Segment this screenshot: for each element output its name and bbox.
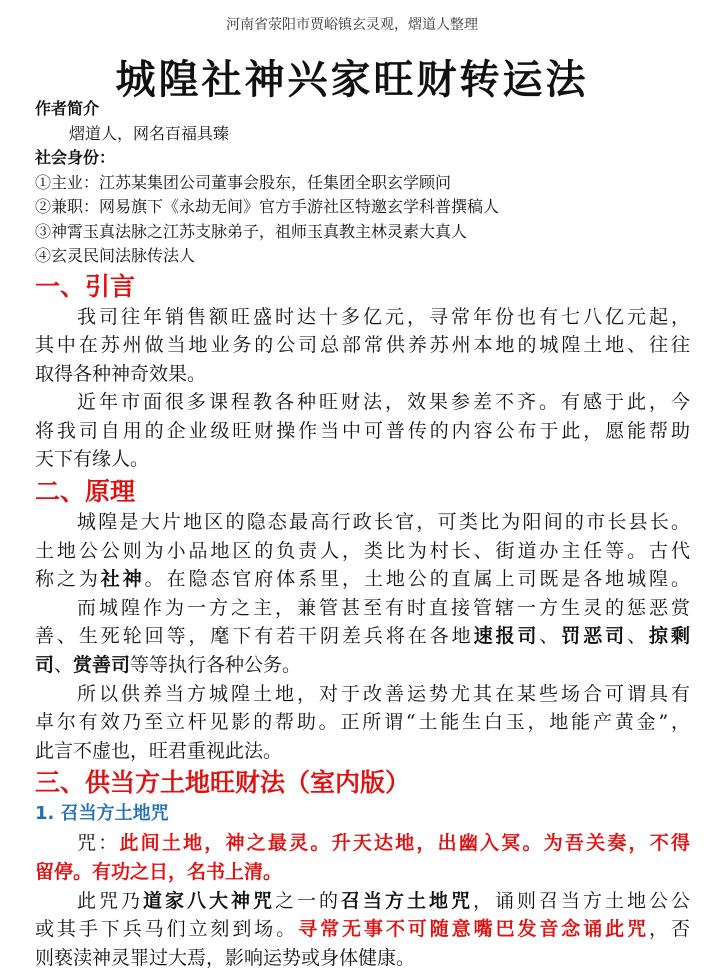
text-segment: 此咒乃	[77, 889, 143, 912]
text-line	[35, 594, 690, 623]
text-segment: 天下有缘人。	[35, 448, 150, 471]
highlighted-text: 此间土地，神之最灵。升天达地，出幽入冥。为吾关奏，不得	[119, 832, 690, 855]
text-segment: 此言不虚也，旺君重视此法。	[35, 739, 283, 762]
text-segment: 我司往年销售额旺盛时达十多亿元，寻常年份也有七八亿元起，	[77, 305, 690, 328]
section-heading: 三、供当方土地旺财法（室内版）	[35, 768, 411, 798]
bold-text: 社神	[100, 568, 145, 591]
text-line	[35, 508, 690, 537]
author-heading: 作者简介	[35, 99, 100, 118]
subsection-heading: 1. 召当方土地咒	[35, 803, 169, 825]
text-line	[35, 417, 690, 446]
text-segment: 等等执行各种公务。	[130, 654, 302, 677]
text-line	[35, 915, 690, 944]
identity-item: ①主业：江苏某集团公司董事会股东，任集团全职玄学顾问	[35, 172, 452, 192]
text-line	[35, 680, 690, 709]
bold-text: 赏善司	[73, 654, 131, 677]
text-segment: 。在隐态官府体系里，土地公的直属上司既是各地城隍。	[144, 568, 690, 591]
text-segment: 所以供养当方城隍土地，对于改善运势尤其在某些场合可谓具有	[77, 682, 690, 705]
bold-text: 掠剩	[649, 625, 690, 648]
text-segment: 称之为	[35, 568, 101, 591]
text-line	[35, 331, 690, 360]
text-segment: 取得各种神奇效果。	[35, 362, 207, 385]
text-line	[35, 303, 690, 332]
bold-text: 司	[35, 654, 55, 677]
text-segment: 善、生死轮回等，麾下有若干阴差兵将在各地	[35, 625, 474, 648]
section-heading: 一、引言	[35, 271, 136, 301]
text-line	[35, 537, 690, 566]
text-segment: 或其手下兵马们立刻到场。	[35, 918, 299, 941]
identity-heading: 社会身份：	[35, 148, 116, 167]
bold-text: 道家八大神咒	[143, 889, 275, 912]
text-line	[35, 858, 690, 887]
text-segment: 、	[54, 654, 74, 677]
text-segment: 城隍是大片地区的隐态最高行政长官，可类比为阳间的市长县长。	[77, 511, 690, 534]
text-line	[35, 651, 690, 680]
document-title: 城隍社神兴家旺财转运法	[115, 57, 589, 103]
text-line	[35, 737, 690, 766]
text-line	[35, 565, 690, 594]
document-body	[35, 97, 690, 972]
text-line	[35, 887, 690, 916]
text-segment: 土地公公则为小品地区的负责人，类比为村长、街道办主任等。古代	[35, 539, 690, 562]
text-segment: ，否	[649, 918, 690, 941]
highlighted-text: 留停。有功之日，名书上清。	[35, 861, 283, 883]
text-line	[35, 829, 690, 858]
bold-text: 速报司	[473, 625, 540, 648]
section-heading: 二、原理	[35, 477, 136, 507]
text-line	[35, 622, 690, 651]
text-segment: 其中在苏州做当地业务的公司总部常供养苏州本地的城隍土地、往往	[35, 334, 690, 357]
identity-item: ③神霄玉真法脉之江苏支脉弟子，祖师玉真教主林灵素大真人	[35, 221, 468, 241]
text-segment: ，诵则召当方土地公公	[472, 889, 690, 912]
text-segment: 咒：	[77, 832, 120, 855]
identity-item: ④玄灵民间法脉传法人	[35, 246, 196, 265]
bold-text: 罚恶司	[561, 625, 628, 648]
text-segment: 则亵渎神灵罪过大焉，影响运势或身体健康。	[35, 946, 416, 969]
text-line	[35, 944, 690, 972]
text-segment: 之一的	[274, 889, 341, 912]
text-line	[35, 360, 690, 389]
text-segment: 而城隍作为一方之主，兼管甚至有时直接管辖一方生灵的惩恶赏	[77, 596, 690, 619]
text-line	[35, 388, 690, 417]
text-segment: 、	[627, 625, 650, 648]
bold-text: 召当方土地咒	[340, 889, 473, 912]
highlighted-text: 寻常无事不可随意嘴巴发音念诵此咒	[298, 918, 650, 941]
text-line	[35, 708, 690, 737]
author-name: 熠道人，网名百福具臻	[69, 123, 230, 143]
text-line	[35, 445, 690, 474]
text-segment: 近年市面很多课程教各种旺财法，效果参差不齐。有感于此，今	[77, 391, 690, 414]
text-segment: 将我司自用的企业级旺财操作当中可普传的内容公布于此，愿能帮助	[35, 419, 690, 442]
page-header: 河南省荥阳市贾峪镇玄灵观，熠道人整理	[226, 17, 478, 33]
identity-item: ②兼职：网易旗下《永劫无间》官方手游社区特邀玄学科普撰稿人	[35, 197, 500, 216]
text-segment: 卓尔有效乃至立杆见影的帮助。正所谓“土能生白玉，地能产黄金”，	[35, 711, 690, 734]
text-segment: 、	[539, 625, 562, 648]
